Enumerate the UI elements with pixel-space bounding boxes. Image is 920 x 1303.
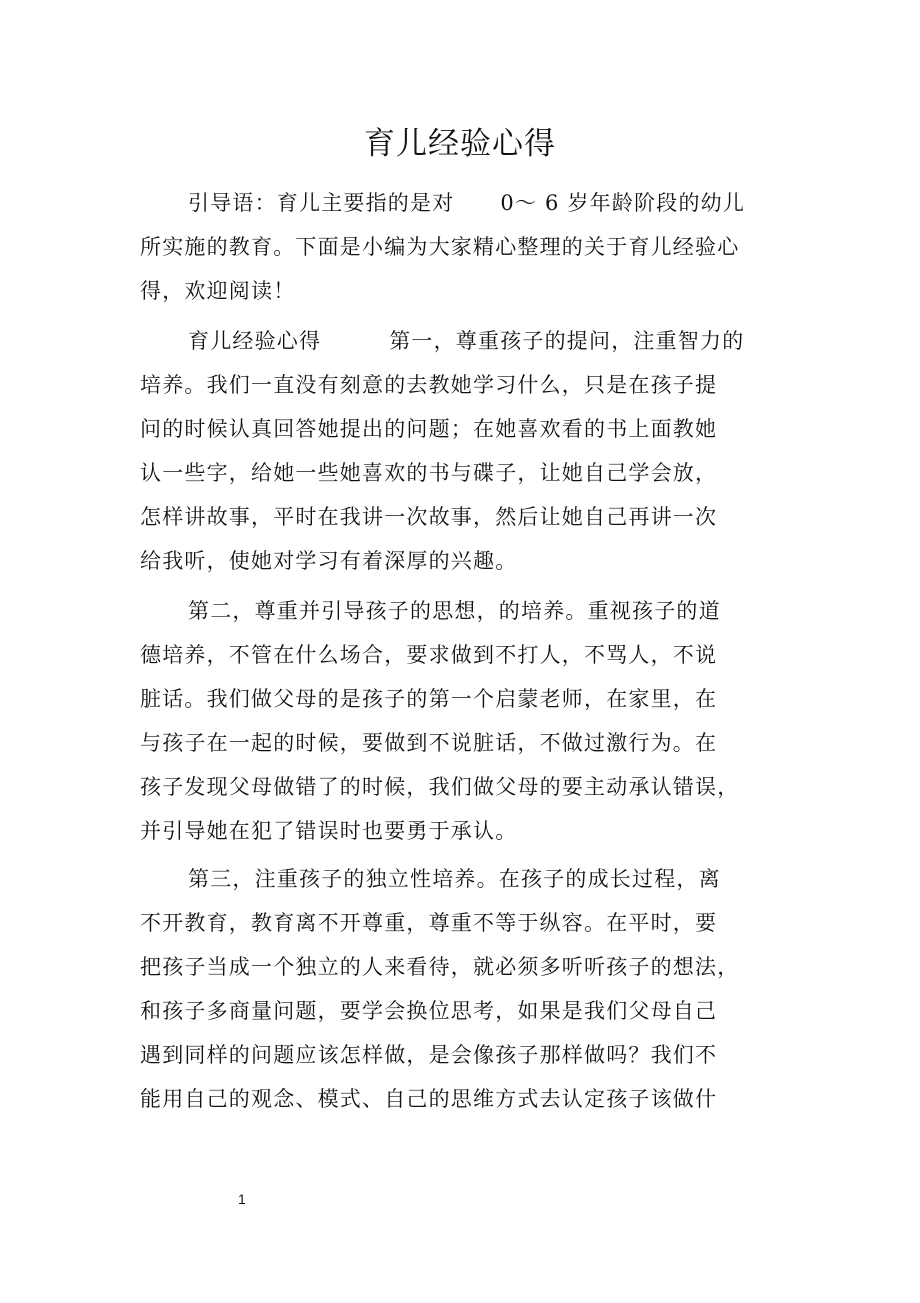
text-segment: 0～ 6 岁年龄阶段的幼儿 <box>500 191 746 215</box>
page-number: 1 <box>238 1191 246 1207</box>
text-segment: 第一，尊重孩子的提问，注重智力的 <box>389 329 745 353</box>
text-line: 并引导她在犯了错误时也要勇于承认。 <box>140 819 518 843</box>
text-line: 培养。我们一直没有刻意的去教她学习什么，只是在孩子提 <box>140 373 718 397</box>
text-line: 把孩子当成一个独立的人来看待，就必须多听听孩子的想法， <box>140 955 740 979</box>
text-line: 第三，注重孩子的独立性培养。在孩子的成长过程，离 <box>188 867 721 891</box>
document-title: 育儿经验心得 <box>364 126 556 162</box>
text-line: 和孩子多商量问题，要学会换位思考，如果是我们父母自己 <box>140 999 718 1023</box>
text-line: 德培养，不管在什么场合，要求做到不打人，不骂人，不说 <box>140 643 718 667</box>
text-line: 与孩子在一起的时候，要做到不说脏话，不做过激行为。在 <box>140 731 718 755</box>
text-line: 所实施的教育。下面是小编为大家精心整理的关于育儿经验心 <box>140 235 740 259</box>
text-line: 怎样讲故事，平时在我讲一次故事，然后让她自己再讲一次 <box>140 505 718 529</box>
text-segment: 引导语：育儿主要指的是对 <box>188 191 455 215</box>
text-line: 能用自己的观念、模式、自己的思维方式去认定孩子该做什 <box>140 1087 718 1111</box>
text-line: 认一些字，给她一些她喜欢的书与碟子，让她自己学会放， <box>140 461 718 485</box>
text-line <box>140 188 760 218</box>
text-line: 孩子发现父母做错了的时候，我们做父母的要主动承认错误， <box>140 775 740 799</box>
text-line: 给我听，使她对学习有着深厚的兴趣。 <box>140 549 518 573</box>
text-line: 不开教育，教育离不开尊重，尊重不等于纵容。在平时，要 <box>140 911 718 935</box>
text-line: 脏话。我们做父母的是孩子的第一个启蒙老师，在家里，在 <box>140 687 718 711</box>
text-line: 得，欢迎阅读！ <box>140 279 296 303</box>
text-segment: 育儿经验心得 <box>188 329 322 353</box>
text-line: 遇到同样的问题应该怎样做，是会像孩子那样做吗？我们不 <box>140 1043 718 1067</box>
text-line: 问的时候认真回答她提出的问题；在她喜欢看的书上面教她 <box>140 417 718 441</box>
text-line: 第二，尊重并引导孩子的思想，的培养。重视孩子的道 <box>188 599 721 623</box>
text-line <box>140 326 760 356</box>
